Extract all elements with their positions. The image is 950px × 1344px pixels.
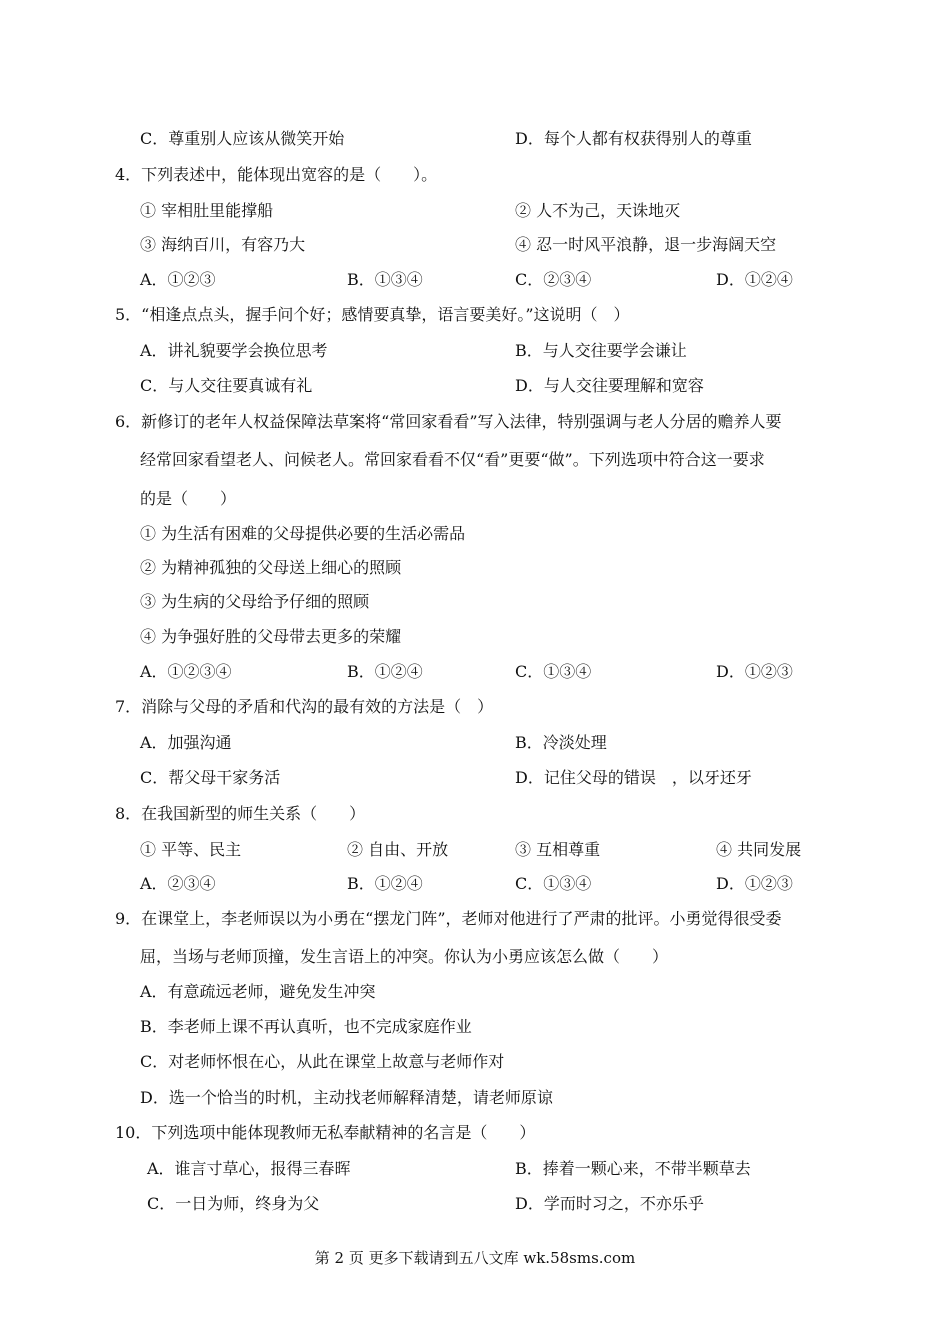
q5-stem: 5．“相逢点点头，握手问个好；感情要真挚，语言要美好。”这说明（ ） — [115, 305, 630, 324]
q5-option-c: C．与人交往要真诚有礼 — [140, 376, 313, 395]
q7-option-a: A．加强沟通 — [140, 733, 232, 752]
q4-item-4: ④ 忍一时风平浪静，退一步海阔天空 — [515, 235, 777, 254]
q4-item-2: ② 人不为己，天诛地灭 — [515, 201, 681, 220]
q4-stem: 4．下列表述中，能体现出宽容的是（ ）。 — [115, 165, 438, 184]
q10-stem: 10．下列选项中能体现教师无私奉献精神的名言是（ ） — [115, 1123, 536, 1142]
q7-option-d: D．记住父母的错误 ，以牙还牙 — [515, 768, 752, 787]
q8-option-d: D．①②③ — [716, 874, 793, 893]
q9-stem-line-2: 屈，当场与老师顶撞，发生言语上的冲突。你认为小勇应该怎么做（ ） — [140, 947, 669, 966]
q8-option-c: C．①③④ — [515, 874, 592, 893]
q3-option-d: D．每个人都有权获得别人的尊重 — [515, 129, 752, 148]
q5-option-a: A．讲礼貌要学会换位思考 — [140, 341, 328, 360]
q8-option-a: A．②③④ — [140, 874, 216, 893]
q9-stem-line-1: 9．在课堂上，李老师误以为小勇在“摆龙门阵”，老师对他进行了严肃的批评。小勇觉得很受委 — [115, 909, 782, 928]
q5-option-d: D．与人交往要理解和宽容 — [515, 376, 704, 395]
q4-item-1: ① 宰相肚里能撑船 — [140, 201, 274, 220]
q8-option-b: B．①②④ — [347, 874, 423, 893]
q6-item-2: ② 为精神孤独的父母送上细心的照顾 — [140, 558, 402, 577]
q6-option-d: D．①②③ — [716, 662, 793, 681]
q9-option-a: A．有意疏远老师，避免发生冲突 — [140, 982, 376, 1001]
q4-option-d: D．①②④ — [716, 270, 793, 289]
q10-option-b: B．捧着一颗心来，不带半颗草去 — [515, 1159, 751, 1178]
q6-stem-line-1: 6．新修订的老年人权益保障法草案将“常回家看看”写入法律，特别强调与老人分居的赡养人要 — [115, 412, 782, 431]
q8-item-4: ④ 共同发展 — [716, 840, 802, 859]
q4-option-a: A．①②③ — [140, 270, 216, 289]
q8-item-2: ② 自由、开放 — [347, 840, 449, 859]
q7-option-b: B．冷淡处理 — [515, 733, 607, 752]
q6-item-1: ① 为生活有困难的父母提供必要的生活必需品 — [140, 524, 466, 543]
q6-stem-line-2: 经常回家看望老人、问候老人。常回家看看不仅“看”更要“做”。下列选项中符合这一要求 — [140, 450, 765, 469]
q4-item-3: ③ 海纳百川，有容乃大 — [140, 235, 306, 254]
q6-option-b: B．①②④ — [347, 662, 423, 681]
q6-item-3: ③ 为生病的父母给予仔细的照顾 — [140, 592, 370, 611]
q4-option-c: C．②③④ — [515, 270, 592, 289]
q6-option-a: A．①②③④ — [140, 662, 232, 681]
q10-option-a: A．谁言寸草心，报得三春晖 — [147, 1159, 351, 1178]
q9-option-b: B．李老师上课不再认真听，也不完成家庭作业 — [140, 1017, 472, 1036]
q8-item-3: ③ 互相尊重 — [515, 840, 601, 859]
q7-option-c: C．帮父母干家务活 — [140, 768, 281, 787]
q6-stem-line-3: 的是（ ） — [140, 489, 237, 508]
q9-option-c: C．对老师怀恨在心，从此在课堂上故意与老师作对 — [140, 1052, 505, 1071]
q8-stem: 8．在我国新型的师生关系（ ） — [115, 804, 366, 823]
q3-option-c: C．尊重别人应该从微笑开始 — [140, 129, 345, 148]
q9-option-d: D．选一个恰当的时机，主动找老师解释清楚，请老师原谅 — [140, 1088, 553, 1107]
q5-option-b: B．与人交往要学会谦让 — [515, 341, 687, 360]
q10-option-c: C．一日为师，终身为父 — [147, 1194, 320, 1213]
q4-option-b: B．①③④ — [347, 270, 423, 289]
q6-item-4: ④ 为争强好胜的父母带去更多的荣耀 — [140, 627, 402, 646]
q6-option-c: C．①③④ — [515, 662, 592, 681]
q10-option-d: D．学而时习之，不亦乐乎 — [515, 1194, 704, 1213]
page-footer: 第 2 页 更多下载请到五八文库 wk.58sms.com — [314, 1249, 636, 1267]
q7-stem: 7．消除与父母的矛盾和代沟的最有效的方法是（ ） — [115, 697, 494, 716]
q8-item-1: ① 平等、民主 — [140, 840, 242, 859]
